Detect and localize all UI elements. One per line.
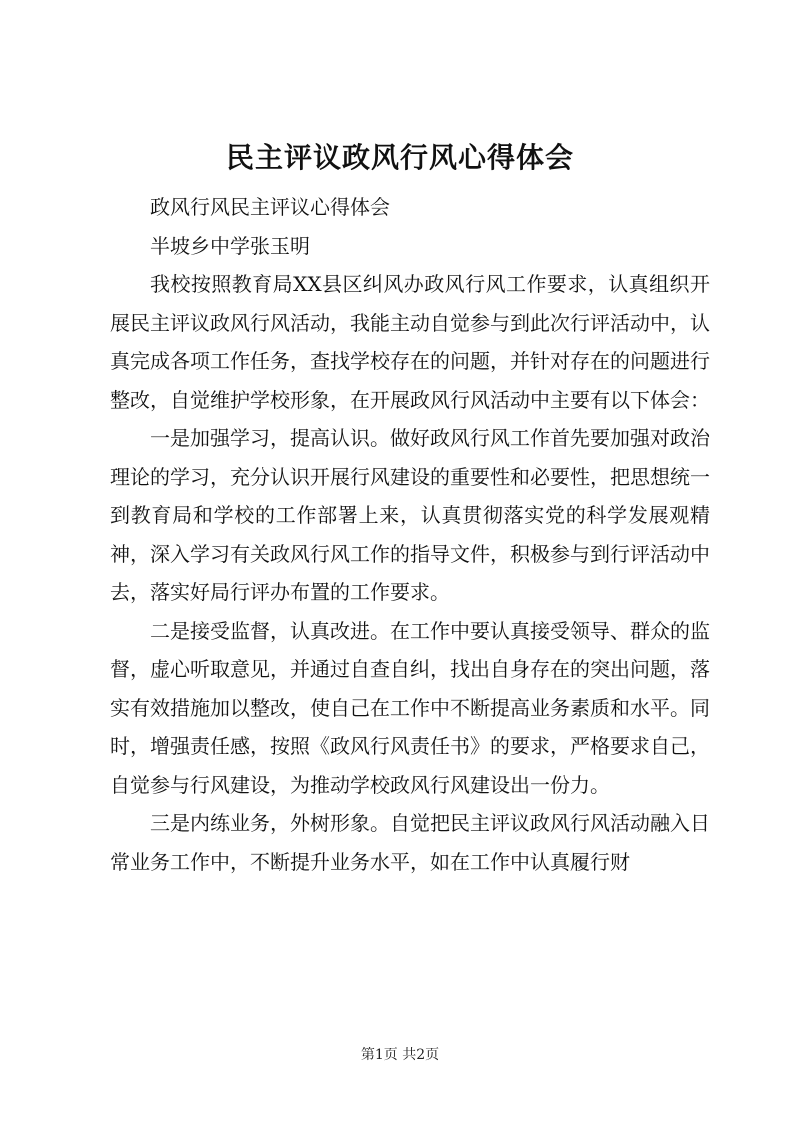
document-body: [110, 188, 710, 881]
subtitle-paragraph: 政风行风民主评议心得体会: [150, 195, 390, 219]
point-two-paragraph: 二是接受监督，认真改进。在工作中要认真接受领导、群众的监督，虚心听取意见，并通过自查自纠，找出自身存在的突出问题，落实有效措施加以整改，使自己在工作中不断提高业务素质和水平。同时，增强责任感，按照《政风行风责任书》的要求，严格要求自己，自觉参与行风建设，为推动学校政风行风建设出一份力。: [110, 618, 710, 797]
author-paragraph: 半坡乡中学张玉明: [150, 233, 310, 258]
point-three-paragraph: 三是内练业务，外树形象。自觉把民主评议政风行风活动融入日常业务工作中，不断提升业务水平，如在工作中认真履行财: [110, 811, 710, 874]
point-one-paragraph: 一是加强学习，提高认识。做好政风行风工作首先要加强对政治理论的学习，充分认识开展行风建设的重要性和必要性，把思想统一到教育局和学校的工作部署上来，认真贯彻落实党的科学发展观精神，深入学习有关政风行风工作的指导文件，积极参与到行评活动中去，落实好局行评办布置的工作要求。: [110, 426, 710, 604]
page-footer: 第1页 共2页: [360, 1047, 440, 1063]
intro-paragraph: 我校按照教育局XX县区纠风办政风行风工作要求，认真组织开展民主评议政风行风活动，我能主动自觉参与到此次行评活动中，认真完成各项工作任务，查找学校存在的问题，并针对存在的问题进行整改，自觉维护学校形象，在开展政风行风活动中主要有以下体会：: [110, 272, 710, 412]
document-title: 民主评议政风行风心得体会: [225, 141, 574, 174]
